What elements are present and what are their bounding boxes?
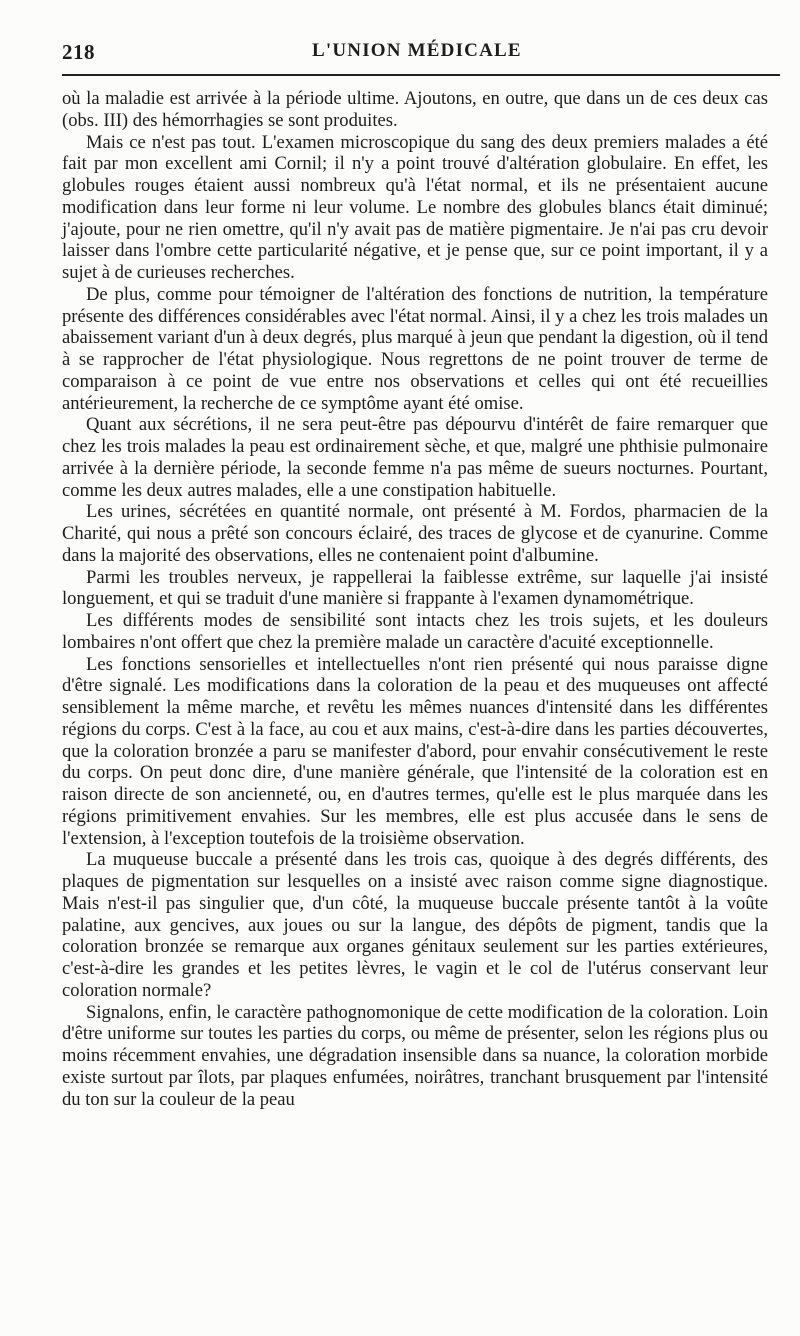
header-rule — [62, 74, 780, 76]
paragraph: De plus, comme pour témoigner de l'altération des fonctions de nutrition, la température présente des différences considérables avec l'état normal. Ainsi, il y a chez les trois malades un abaissement variant d'un à deux degrés, plus marqué à jeun que pendant la digestion, où il tend à se rapprocher de l'état physiologique. Nous regrettons de ne point trouver de terme de comparaison à ce point de vue entre nos observations et celles qui ont été recueillies antérieurement, la recherche de ce symptôme ayant été omise. — [62, 283, 768, 414]
paragraph: Parmi les troubles nerveux, je rappellerai la faiblesse extrême, sur laquelle j'ai insisté longuement, et qui se traduit d'une manière si frappante à l'examen dynamométrique. — [62, 566, 768, 610]
paragraph: Signalons, enfin, le caractère pathognomonique de cette modification de la coloration. Loin d'être uniforme sur toutes les parties du corps, ou même de présenter, selon les régions plus ou moins récemment envahies, une dégradation insensible dans sa nuance, la coloration morbide existe surtout par îlots, par plaques enfumées, noirâtres, tranchant brusquement par l'intensité du ton sur la couleur de la peau — [62, 1001, 768, 1110]
paragraph: Mais ce n'est pas tout. L'examen microscopique du sang des deux premiers malades a été fait par mon excellent ami Cornil; il n'y a point trouvé d'altération globulaire. En effet, les globules rouges étaient aussi nombreux qu'à l'état normal, et ils ne présentaient aucune modification dans leur forme ni leur volume. Le nombre des globules blancs était diminué; j'ajoute, pour ne rien omettre, qu'il n'y avait pas de matière pigmentaire. Je n'ai pas cru devoir laisser dans l'ombre cette particularité négative, et je pense que, sur ce point important, il y a sujet à de curieuses recherches. — [62, 131, 768, 283]
page-header — [62, 40, 780, 74]
paragraph: La muqueuse buccale a présenté dans les trois cas, quoique à des degrés différents, des plaques de pigmentation sur lesquelles on a insisté avec raison comme signe diagnostique. Mais n'est-il pas singulier que, d'un côté, la muqueuse buccale présente tantôt à la voûte palatine, aux gencives, aux joues ou sur la langue, des dépôts de pigment, tandis que la coloration bronzée se remarque aux organes génitaux seulement sur les parties extérieures, c'est-à-dire les grandes et les petites lèvres, le vagin et le col de l'utérus conservant leur coloration normale? — [62, 849, 768, 1001]
paragraph: Les urines, sécrétées en quantité normale, ont présenté à M. Fordos, pharmacien de la Charité, qui nous a prêté son concours éclairé, des traces de glycose et de cyanurine. Comme dans la majorité des observations, elles ne contenaient point d'albumine. — [62, 501, 768, 566]
paragraph: Les fonctions sensorielles et intellectuelles n'ont rien présenté qui nous paraisse digne d'être signalé. Les modifications dans la coloration de la peau et des muqueuses ont affecté sensiblement la même marche, et revêtu les mêmes nuances d'intensité dans les différentes régions du corps. C'est à la face, au cou et aux mains, c'est-à-dire dans les parties découvertes, que la coloration bronzée a paru se manifester d'abord, pour envahir consécutivement le reste du corps. On peut donc dire, d'une manière générale, que l'intensité de la coloration est en raison directe de son ancienneté, ou, en d'autres termes, qu'elle est le plus marquée dans les régions primitivement envahies. Sur les membres, elle est plus accusée dans le sens de l'extension, à l'exception toutefois de la troisième observation. — [62, 653, 768, 849]
body-text — [62, 88, 768, 1110]
page-number: 218 — [62, 40, 95, 64]
paragraph: Quant aux sécrétions, il ne sera peut-être pas dépourvu d'intérêt de faire remarquer que chez les trois malades la peau est ordinairement sèche, et que, malgré une phthisie pulmonaire arrivée à la dernière période, la seconde femme n'a pas même de sueurs nocturnes. Pourtant, comme les deux autres malades, elle a une constipation habituelle. — [62, 414, 768, 501]
paragraph: où la maladie est arrivée à la période ultime. Ajoutons, en outre, que dans un de ces deux cas (obs. III) des hémorrhagies se sont produites. — [62, 88, 768, 131]
paragraph: Les différents modes de sensibilité sont intacts chez les trois sujets, et les douleurs lombaires n'ont offert que chez la première malade un caractère d'acuité exceptionnelle. — [62, 610, 768, 653]
running-title: L'UNION MÉDICALE — [312, 40, 522, 61]
